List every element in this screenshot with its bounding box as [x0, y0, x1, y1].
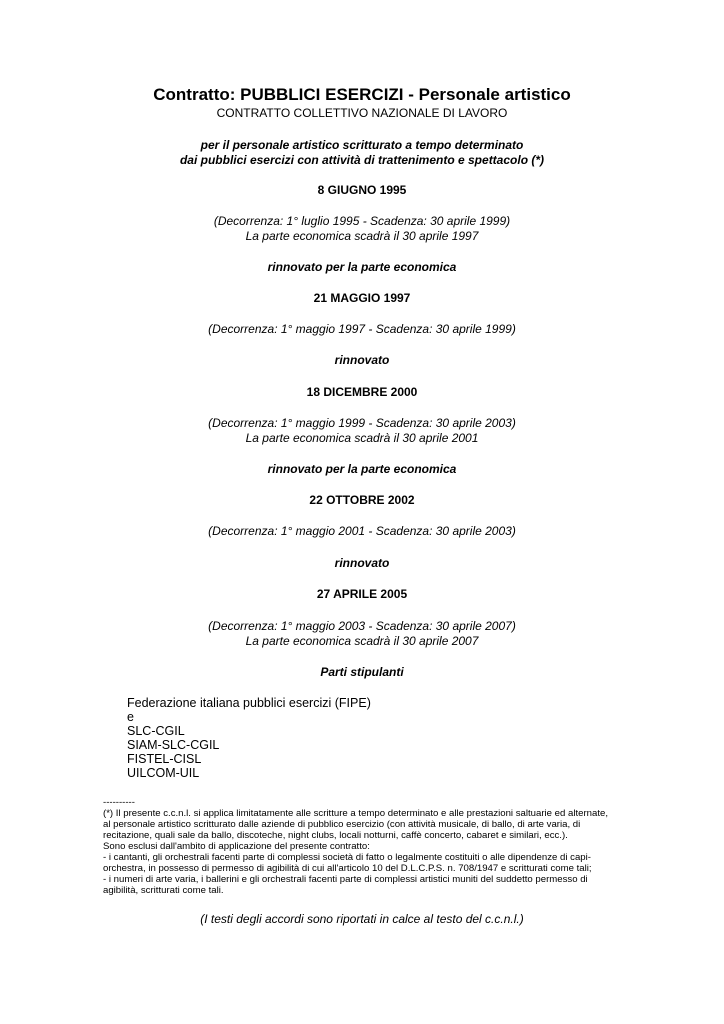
validity-period: (Decorrenza: 1° luglio 1995 - Scadenza: 30 aprile 1999): [213, 214, 511, 228]
party-item: UILCOM-UIL: [127, 766, 200, 780]
party-item: e: [127, 710, 134, 724]
validity-period: (Decorrenza: 1° maggio 2003 - Scadenza: 30 aprile 2007): [208, 619, 516, 633]
footnote-line: al personale artistico scritturato dalle aziende di pubblico esercizio (con attività musicale, di ballo, di arte varia, di: [103, 819, 581, 830]
validity-period: (Decorrenza: 1° maggio 1997 - Scadenza: 30 aprile 1999): [208, 322, 516, 336]
footnote-line: orchestra, in possesso di permesso di agibilità di cui all'articolo 10 del D.L.C.P.S. n. 708/1947 e scritturati come tali;: [103, 863, 592, 874]
validity-period: (Decorrenza: 1° maggio 1999 - Scadenza: 30 aprile 2003): [208, 416, 516, 430]
contract-date: 22 OTTOBRE 2002: [309, 493, 415, 507]
economic-expiry: La parte economica scadrà il 30 aprile 2001: [245, 431, 479, 445]
closing-note: (I testi degli accordi sono riportati in calce al testo del c.c.n.l.): [200, 912, 524, 926]
party-item: SIAM-SLC-CGIL: [127, 738, 220, 752]
party-item: FISTEL-CISL: [127, 752, 202, 766]
renewal-note: rinnovato: [334, 353, 390, 367]
scope-line-1: per il personale artistico scritturato a tempo determinato: [200, 138, 524, 152]
renewal-note: rinnovato: [334, 556, 390, 570]
footnote-line: - i numeri di arte varia, i ballerini e gli orchestrali facenti parte di complessi artistici muniti del suddetto permesso di: [103, 874, 588, 885]
economic-expiry: La parte economica scadrà il 30 aprile 1997: [245, 229, 479, 243]
footnote-separator: ----------: [103, 797, 135, 808]
footnote-line: (*) Il presente c.c.n.l. si applica limitatamente alle scritture a tempo determinato e alle prestazioni saltuarie ed alternate,: [103, 808, 608, 819]
party-item: SLC-CGIL: [127, 724, 185, 738]
contract-date: 18 DICEMBRE 2000: [306, 385, 418, 399]
contract-date: 21 MAGGIO 1997: [313, 291, 411, 305]
footnote-line: Sono esclusi dall'ambito di applicazione del presente contratto:: [103, 841, 370, 852]
contract-date: 8 GIUGNO 1995: [317, 183, 407, 197]
party-item: Federazione italiana pubblici esercizi (FIPE): [127, 696, 371, 710]
document-title: Contratto: PUBBLICI ESERCIZI - Personale artistico: [153, 85, 571, 104]
scope-line-2: dai pubblici esercizi con attività di trattenimento e spettacolo (*): [179, 153, 545, 167]
parties-heading: Parti stipulanti: [320, 665, 404, 679]
economic-expiry: La parte economica scadrà il 30 aprile 2007: [245, 634, 479, 648]
footnote-line: - i cantanti, gli orchestrali facenti parte di complessi società di fatto o legalmente costituiti o alle dipendenze di capi-: [103, 852, 591, 863]
footnote-line: recitazione, quali sale da ballo, discoteche, night clubs, locali notturni, caffè concerto, cabaret e similari, ecc.).: [103, 830, 568, 841]
document-subtitle: CONTRATTO COLLETTIVO NAZIONALE DI LAVORO: [216, 106, 508, 120]
renewal-note: rinnovato per la parte economica: [267, 260, 457, 274]
footnote-line: agibilità, scritturati come tali.: [103, 885, 224, 896]
contract-date: 27 APRILE 2005: [316, 587, 408, 601]
renewal-note: rinnovato per la parte economica: [267, 462, 457, 476]
validity-period: (Decorrenza: 1° maggio 2001 - Scadenza: 30 aprile 2003): [208, 524, 516, 538]
